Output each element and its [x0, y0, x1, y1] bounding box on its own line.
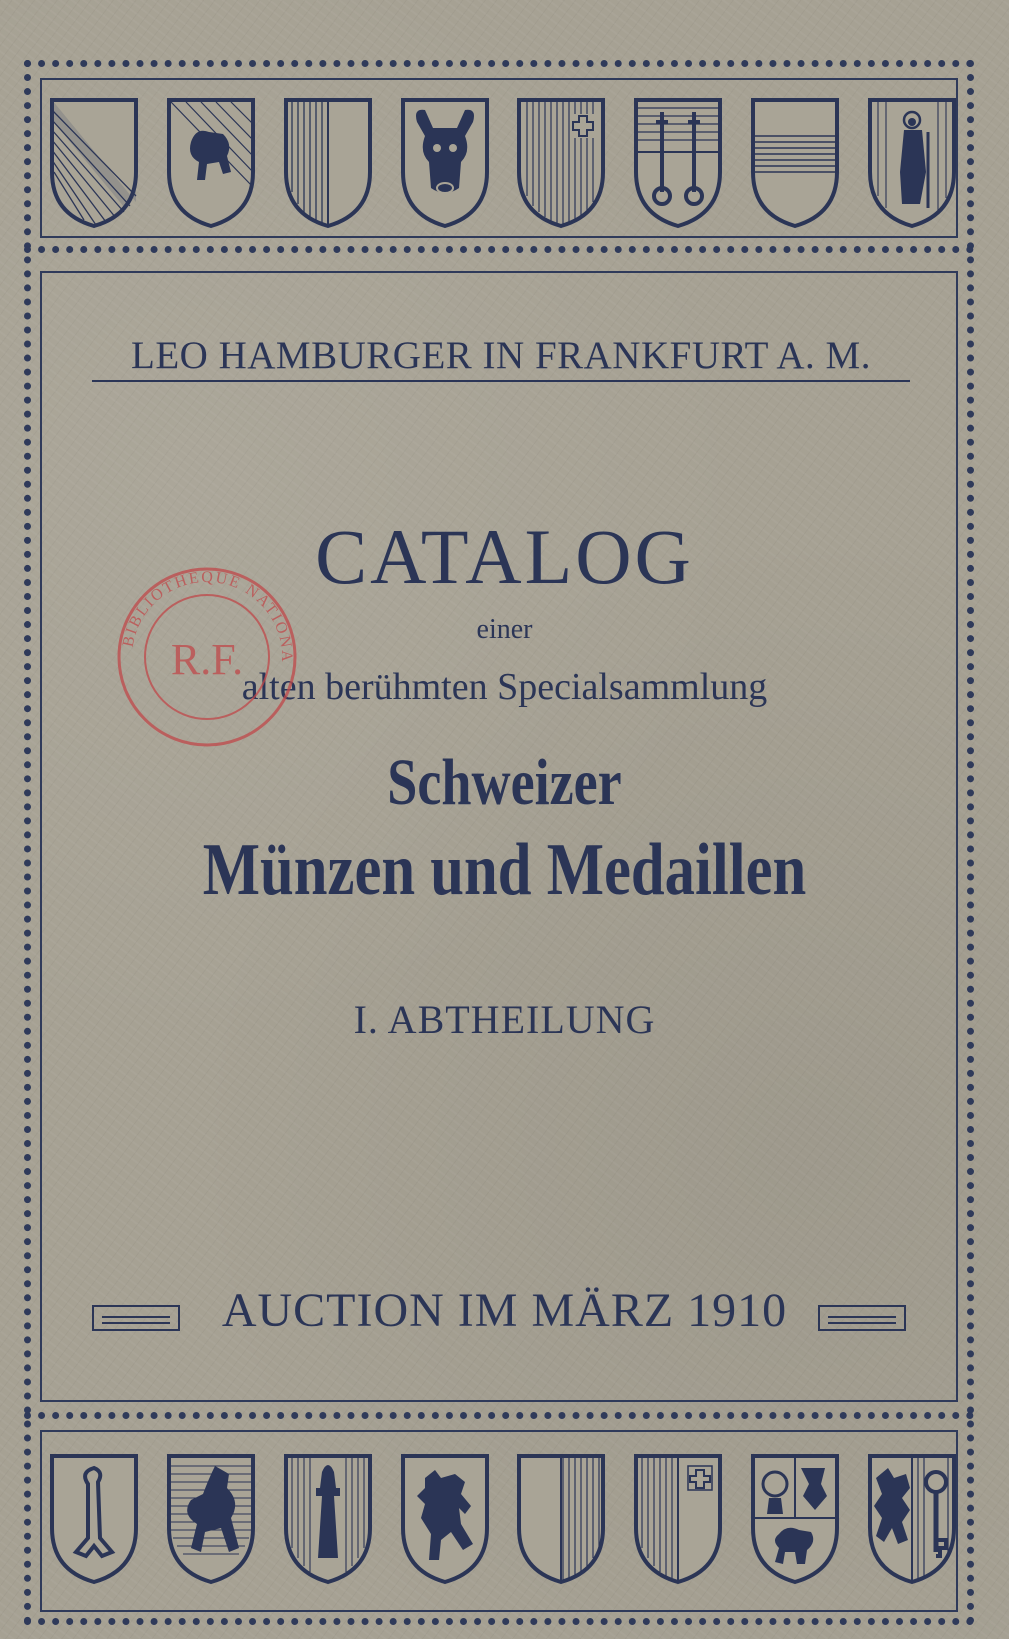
uri-shield-icon	[395, 92, 495, 232]
bern-shield-icon	[161, 92, 261, 232]
schwyz-shield-icon	[511, 92, 611, 232]
glarus-shield-icon	[862, 92, 962, 232]
appenzell-shield-icon	[395, 1448, 495, 1588]
stamp-initials: R.F.	[170, 635, 244, 684]
solothurn-shield-icon	[278, 1448, 378, 1588]
subtitle-line: alten berühmten Specialsammlung	[241, 666, 768, 708]
stgallen-shield-icon	[628, 1448, 728, 1588]
zug-shield-icon	[745, 92, 845, 232]
publisher-line: LEO HAMBURGER IN FRANKFURT A. M.	[92, 333, 910, 382]
bottom-band-divider	[24, 1412, 974, 1419]
subtitle-small: einer	[476, 614, 533, 645]
zurich-shield-icon	[44, 92, 144, 232]
library-stamp-icon	[112, 562, 302, 752]
stamp-text: BIBLIOTHÈQUE NATIONA	[119, 568, 296, 664]
top-shield-row	[44, 92, 962, 232]
heading-line-2: Münzen und Medaillen	[202, 829, 807, 911]
luzern-shield-icon	[278, 92, 378, 232]
schaffhausen-shield-icon	[511, 1448, 611, 1588]
graubuenden-shield-icon	[745, 1448, 845, 1588]
auction-date: AUCTION IM MÄRZ 1910	[221, 1284, 788, 1337]
auction-right-ornament	[818, 1305, 906, 1331]
unterwalden-shield-icon	[628, 92, 728, 232]
basel-shield-icon	[44, 1448, 144, 1588]
catalog-title: CATALOG	[315, 513, 694, 600]
freiburg-shield-icon	[161, 1448, 261, 1588]
top-band-divider	[24, 246, 974, 253]
heading-line-1: Schweizer	[387, 746, 622, 819]
bottom-shield-row	[44, 1448, 962, 1588]
section-label: I. ABTHEILUNG	[353, 997, 656, 1042]
geneve-shield-icon	[862, 1448, 962, 1588]
